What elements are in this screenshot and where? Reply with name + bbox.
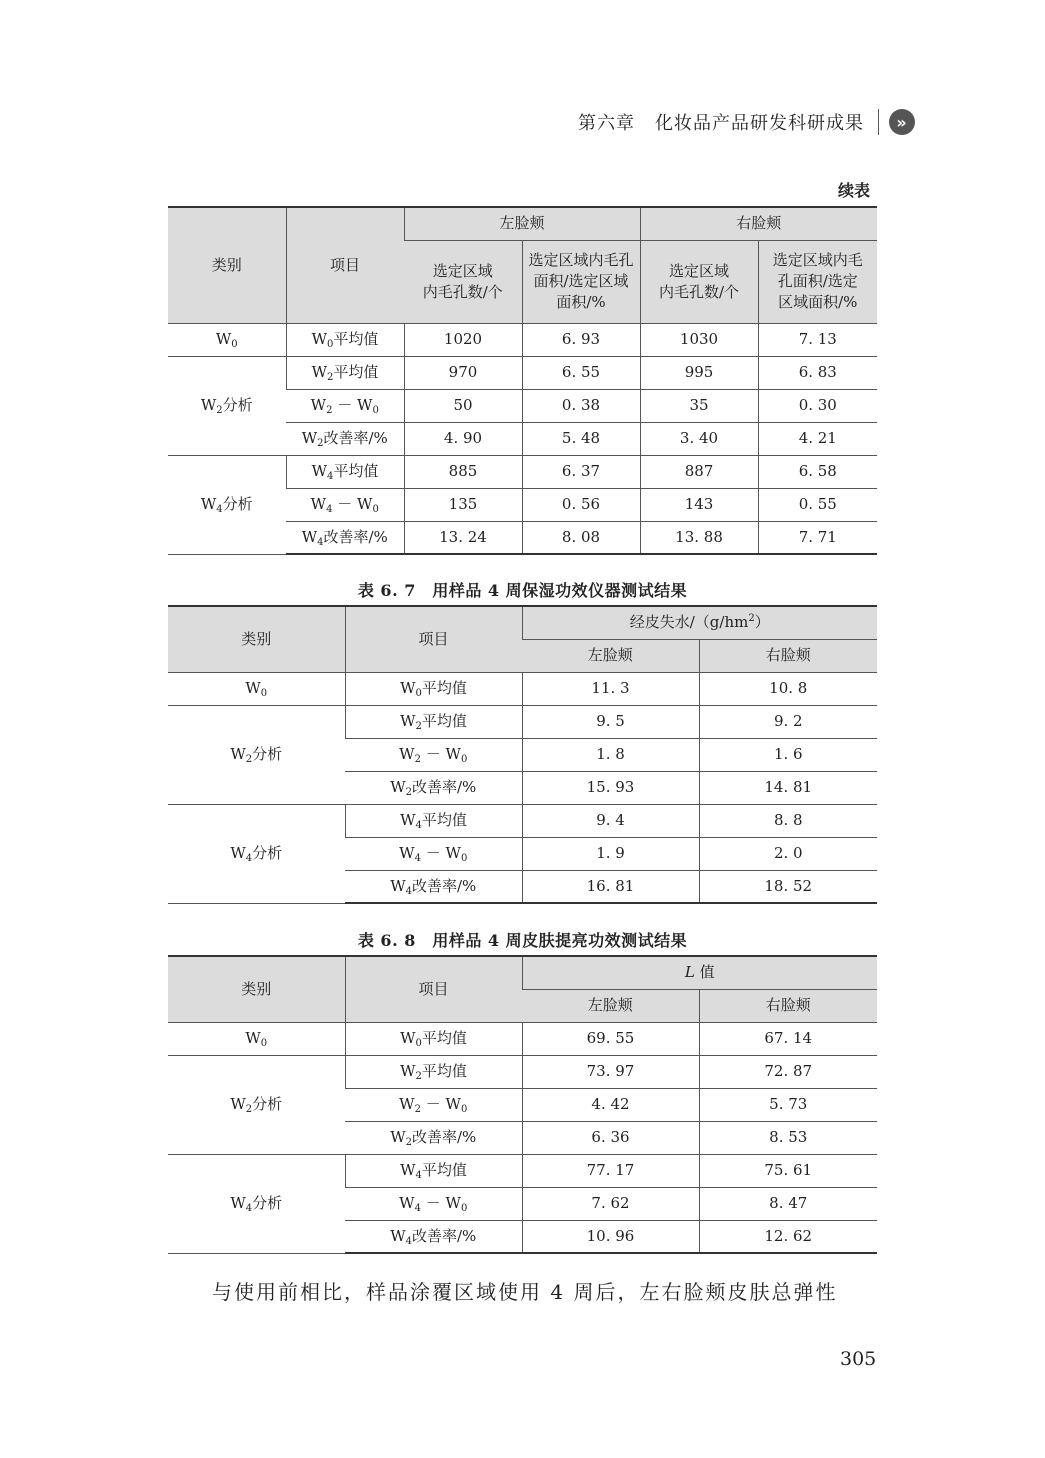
table-row [168, 455, 877, 488]
cell: 1030 [640, 323, 758, 356]
cell: 8. 8 [699, 804, 877, 837]
cell: 135 [404, 488, 522, 521]
table-row [168, 672, 877, 705]
item-label: $W_2$平均值 [345, 705, 522, 738]
item-label: $W_4 - W_0$ [345, 1187, 522, 1220]
item-label: $W_4 - W_0$ [286, 488, 404, 521]
cell: 143 [640, 488, 758, 521]
cell: 6. 83 [758, 356, 877, 389]
item-label: $W_0$平均值 [286, 323, 404, 356]
cell: 35 [640, 389, 758, 422]
table-row [168, 323, 877, 356]
header-tewl: 经皮失水$/(g/hm^2)$ [522, 606, 877, 639]
page-number: 305 [840, 1348, 877, 1370]
cell: 887 [640, 455, 758, 488]
category-w2: $W_2$分析 [168, 1055, 345, 1154]
cell: 67. 14 [699, 1022, 877, 1055]
category-w4: $W_4$分析 [168, 1154, 345, 1253]
cell: 1020 [404, 323, 522, 356]
item-label: $W_4$改善率/% [345, 1220, 522, 1253]
table-row [168, 1055, 877, 1088]
cell: 6. 37 [522, 455, 640, 488]
header-item: 项目 [345, 956, 522, 1022]
cell: 885 [404, 455, 522, 488]
subheader-count-right: 选定区域 内毛孔数/个 [640, 240, 758, 323]
cell: 1. 8 [522, 738, 699, 771]
cell: 8. 08 [522, 521, 640, 554]
cell: 9. 2 [699, 705, 877, 738]
cell: 4. 42 [522, 1088, 699, 1121]
category-w0: $W_0$ [168, 323, 286, 356]
cell: 9. 4 [522, 804, 699, 837]
cell: 970 [404, 356, 522, 389]
table-pore-continued [168, 206, 877, 555]
cell: 0. 56 [522, 488, 640, 521]
table-caption-6-7: 表 6. 7 用样品 4 周保湿功效仪器测试结果 [357, 581, 688, 600]
item-label: $W_2$改善率/% [345, 1121, 522, 1154]
cell: 7. 71 [758, 521, 877, 554]
category-w0: $W_0$ [168, 1022, 345, 1055]
chapter-title: 化妆品产品研发科研成果 [655, 113, 864, 134]
cell: 18. 52 [699, 870, 877, 903]
cell: 13. 24 [404, 521, 522, 554]
double-chevron-right-icon: » [889, 109, 915, 135]
item-label: $W_4$改善率/% [345, 870, 522, 903]
table-row [168, 705, 877, 738]
category-w4: $W_4$分析 [168, 455, 286, 554]
header-item: 项目 [345, 606, 522, 672]
cell: 2. 0 [699, 837, 877, 870]
category-w4: $W_4$分析 [168, 804, 345, 903]
header-item: 项目 [286, 207, 404, 323]
item-label: $W_4$平均值 [345, 804, 522, 837]
table-moisture [168, 605, 877, 904]
cell: 1. 9 [522, 837, 699, 870]
cell: 72. 87 [699, 1055, 877, 1088]
cell: 16. 81 [522, 870, 699, 903]
cell: 75. 61 [699, 1154, 877, 1187]
cell: 14. 81 [699, 771, 877, 804]
subheader-area-left: 选定区域内毛孔 面积/选定区域 面积/% [522, 240, 640, 323]
table-row [168, 356, 877, 389]
table-brightening [168, 955, 877, 1254]
cell: 5. 73 [699, 1088, 877, 1121]
item-label: $W_2 - W_0$ [286, 389, 404, 422]
header-left-cheek: 左脸颊 [404, 207, 640, 240]
cell: 12. 62 [699, 1220, 877, 1253]
cell: 6. 93 [522, 323, 640, 356]
item-label: $W_2$改善率/% [286, 422, 404, 455]
category-w2: $W_2$分析 [168, 356, 286, 455]
cell: 0. 38 [522, 389, 640, 422]
cell: 8. 47 [699, 1187, 877, 1220]
cell: 1. 6 [699, 738, 877, 771]
cell: 10. 96 [522, 1220, 699, 1253]
subheader-count-left: 选定区域 内毛孔数/个 [404, 240, 522, 323]
item-label: $W_2$平均值 [286, 356, 404, 389]
table-row [168, 1154, 877, 1187]
chapter-label: 第六章 [578, 113, 635, 134]
header-category: 类别 [168, 606, 345, 672]
category-w0: $W_0$ [168, 672, 345, 705]
header-right-cheek: 右脸颊 [699, 989, 877, 1022]
cell: 6. 58 [758, 455, 877, 488]
cell: 77. 17 [522, 1154, 699, 1187]
cell: 0. 30 [758, 389, 877, 422]
running-header [578, 104, 915, 140]
cell: 8. 53 [699, 1121, 877, 1154]
continued-label: 续表 [838, 181, 871, 200]
body-paragraph: 与使用前相比，样品涂覆区域使用 4 周后，左右脸颊皮肤总弹性 [212, 1280, 838, 1304]
table-row [168, 1022, 877, 1055]
item-label: $W_2 - W_0$ [345, 738, 522, 771]
header-category: 类别 [168, 207, 286, 323]
cell: 9. 5 [522, 705, 699, 738]
cell: 4. 90 [404, 422, 522, 455]
cell: 6. 55 [522, 356, 640, 389]
header-right-cheek: 右脸颊 [640, 207, 877, 240]
cell: 7. 13 [758, 323, 877, 356]
item-label: $W_4$改善率/% [286, 521, 404, 554]
cell: 0. 55 [758, 488, 877, 521]
item-label: $W_0$平均值 [345, 1022, 522, 1055]
category-w2: $W_2$分析 [168, 705, 345, 804]
item-label: $W_2$改善率/% [345, 771, 522, 804]
cell: 4. 21 [758, 422, 877, 455]
cell: 3. 40 [640, 422, 758, 455]
header-l-value: L 值 [522, 956, 877, 989]
item-label: $W_0$平均值 [345, 672, 522, 705]
header-left-cheek: 左脸颊 [522, 639, 699, 672]
item-label: $W_2 - W_0$ [345, 1088, 522, 1121]
cell: 7. 62 [522, 1187, 699, 1220]
cell: 6. 36 [522, 1121, 699, 1154]
subheader-area-right: 选定区域内毛 孔面积/选定 区域面积/% [758, 240, 877, 323]
cell: 13. 88 [640, 521, 758, 554]
cell: 11. 3 [522, 672, 699, 705]
cell: 15. 93 [522, 771, 699, 804]
item-label: $W_4$平均值 [345, 1154, 522, 1187]
cell: 50 [404, 389, 522, 422]
cell: 10. 8 [699, 672, 877, 705]
item-label: $W_2$平均值 [345, 1055, 522, 1088]
table-caption-6-8: 表 6. 8 用样品 4 周皮肤提亮功效测试结果 [357, 931, 688, 950]
cell: 69. 55 [522, 1022, 699, 1055]
item-label: $W_4$平均值 [286, 455, 404, 488]
item-label: $W_4 - W_0$ [345, 837, 522, 870]
cell: 5. 48 [522, 422, 640, 455]
cell: 73. 97 [522, 1055, 699, 1088]
table-row [168, 804, 877, 837]
header-category: 类别 [168, 956, 345, 1022]
header-right-cheek: 右脸颊 [699, 639, 877, 672]
header-left-cheek: 左脸颊 [522, 989, 699, 1022]
header-divider [878, 109, 879, 135]
cell: 995 [640, 356, 758, 389]
